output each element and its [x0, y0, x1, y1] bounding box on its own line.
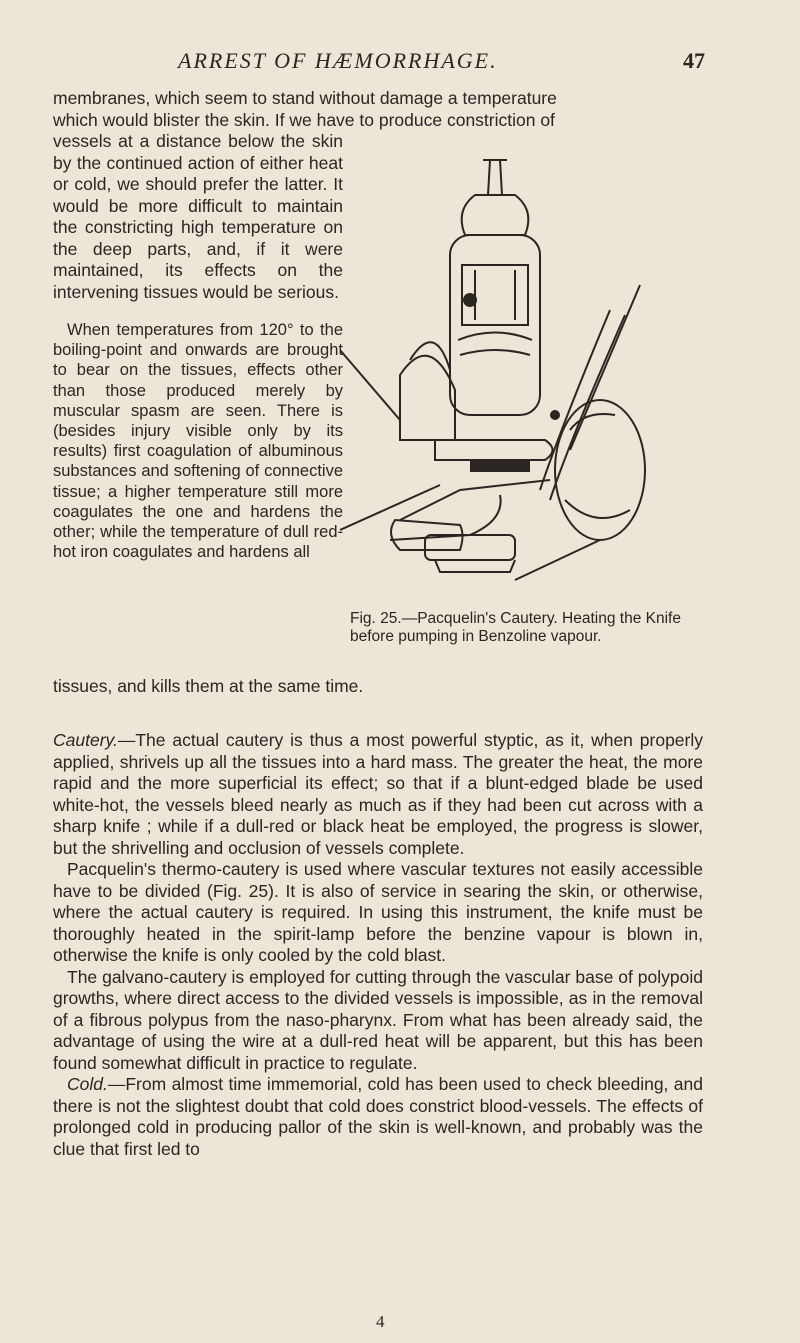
cautery-paragraph-3: The galvano-cautery is employed for cutting through the vascular base of polypoid growths, where direct access to the divided vessels is impossible, as in the removal of a fibrous polypus from the naso-pharynx. From what has been already said, the advantage of using the wire at a dull-red heat will be apparent, but this has been found somewhat difficult in practice to regulate.	[53, 966, 703, 1073]
cautery-heading: Cautery.	[53, 730, 118, 750]
cold-paragraph-text: —From almost time immemorial, cold has been used to check bleeding, and there is not the slightest doubt that cold does constrict blood-vessels. The effects of prolonged cold in producing pallor of the skin is well-known, and probably was the clue that first led to	[53, 1074, 703, 1159]
body-text	[53, 712, 703, 1160]
pacquelin-cautery-illustration	[340, 140, 660, 600]
running-title: ARREST OF HÆMORRHAGE.	[178, 48, 498, 73]
signature-mark: 4	[376, 1312, 385, 1331]
running-head	[0, 48, 800, 78]
figure-caption-text: Pacquelin's Cautery. Heating the Knife before pumping in Benzoline vapour.	[350, 610, 681, 645]
cautery-paragraph-1-text: —The actual cautery is thus a most powerful styptic, as it, when properly applied, shrivels up all the tissues into a hard mass. The greater the heat, the more rapid and the more superficial its effect; so that if a blunt-edged blade be used white-hot, the vessels bleed nearly as much as if they had been cut across with a sharp knife ; while if a dull-red or black heat be employed, the progress is slower, but the shrivelling and occlusion of vessels complete.	[53, 730, 703, 858]
figure-caption	[350, 610, 702, 646]
temperatures-paragraph: When temperatures from 120° to the boiling-point and onwards are brought to bear on the tissues, effects other than those produced merely by muscular spasm are seen. There is (besides injury visible only by its results) first coagulation of albuminous substances and softening of connective tissue; a higher temperature still more coagulates the one and hardens the other; while the temperature of dull red-hot iron coagulates and hardens all	[53, 321, 343, 562]
pacquelin-cautery-figure	[340, 140, 660, 600]
intro-full-lines	[53, 88, 703, 131]
cold-paragraph	[53, 1074, 703, 1160]
figure-caption-lead: Fig. 25.—	[350, 610, 418, 627]
temperatures-tail: tissues, and kills them at the same time.	[53, 676, 364, 696]
page-number: 47	[683, 48, 705, 73]
intro-line-2: which would blister the skin. If we have to produce constriction of	[53, 109, 555, 130]
cold-heading: Cold.	[67, 1074, 108, 1094]
intro-line-1: membranes, which seem to stand without damage a temperature	[53, 88, 557, 108]
cautery-paragraph-1	[53, 730, 703, 859]
intro-wrapped-paragraph: vessels at a distance below the skin by the continued action of either heat or cold, we should prefer the latter. It would be more difficult to maintain the constricting high temperature on the deep parts, and, if it were maintained, its effects on the intervening tissues would be serious.	[53, 131, 343, 302]
cautery-paragraph-2: Pacquelin's thermo-cautery is used where vascular textures not easily accessible have to be divided (Fig. 25). It is also of service in searing the skin, or otherwise, where the actual cautery is required. In using this instrument, the knife must be thoroughly heated in the spirit-lamp before the benzine vapour is blown in, otherwise the knife is only cooled by the cold blast.	[53, 859, 703, 965]
